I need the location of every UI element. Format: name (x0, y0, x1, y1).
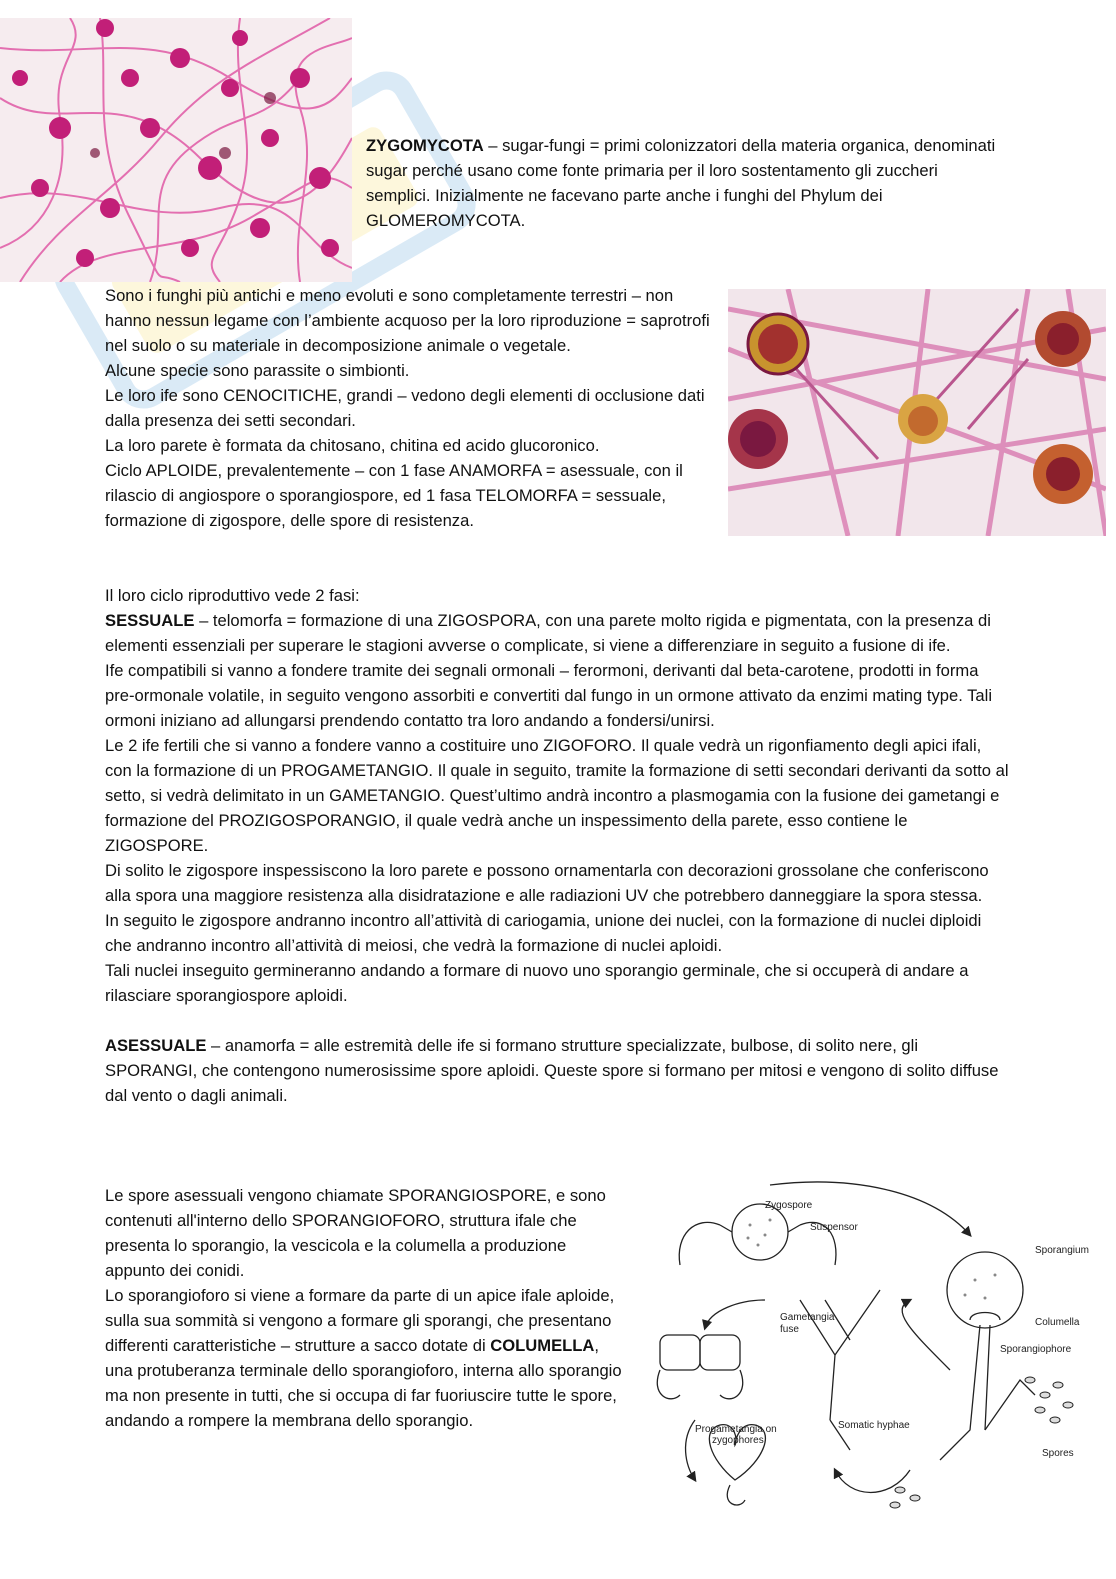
label-gametangia: Gametangia (780, 1312, 835, 1323)
life-cycle-diagram (650, 1180, 1095, 1535)
sexual-text: – telomorfa = formazione di una ZIGOSPORA, con una parete molto rigida e pigmentata, con la presenza di elementi essenziali per superare le stagioni avverse o complicate, si viene a differenziare in seguito a fusione di ife. (105, 611, 991, 655)
char-paragraph: Ciclo APLOIDE, prevalentemente – con 1 fase ANAMORFA = asessuale, con il rilascio di angiospore o sporangiospore, ed 1 fasa TELOMORFA = sessuale, formazione di zigospore, delle spore di resistenza. (105, 461, 683, 530)
char-paragraph: Sono i funghi più antichi e meno evoluti e sono completamente terrestri – non hanno nessun legame con l’ambiente acquoso per la loro riproduzione = saprotrofi nel suolo o su materiale in decomposizione animale o vegetale. (105, 286, 710, 355)
char-paragraph: Le loro ife sono CENOCITICHE, grandi – vedono degli elementi di occlusione dati dalla presenza dei setti secondari. (105, 386, 705, 430)
cycle-paragraph: Le 2 ife fertili che si vanno a fondere vanno a costituire uno ZIGOFORO. Il quale vedrà un rigonfiamento degli apici ifali, con la formazione di un PROGAMETANGIO. Il quale in seguito, tramite la formazione di setti secondari derivanti da sotto al setto, si vedrà delimitato in un GAMETANGIO. Quest’ultimo andrà incontro a plasmogamia con la fusione dei gametangi e formazione del PROZIGOSPORANGIO, il quale vedrà anche un inspessimento della parete, esso contiene le ZIGOSPORE. (105, 736, 1009, 855)
columella-term: COLUMELLA (490, 1336, 595, 1355)
cycle-paragraph: In seguito le zigospore andranno incontro all’attività di cariogamia, unione dei nuclei, con la formazione di nuclei diploidi che andranno incontro all’attività di meiosi, che vedrà la formazione di nuclei aploidi. (105, 911, 982, 955)
cycle-intro: Il loro ciclo riproduttivo vede 2 fasi: (105, 586, 360, 605)
asexual-text: – anamorfa = alle estremità delle ife si formano strutture specializzate, bulbose, di solito nere, gli SPORANGI, che contengono numerosissime spore aploidi. Queste spore si formano per mitosi e vengono di solito diffuse dal vento o dagli animali. (105, 1036, 999, 1105)
label-somatic-hyphae: Somatic hyphae (838, 1420, 910, 1431)
asexual-p3-end: , una protuberanza terminale dello sporangioforo, interna allo sporangio ma non presente in tutti, che si occupa di far fuoriuscire tutte le spore, andando a rompere la membrana dello sporangio. (105, 1336, 622, 1430)
asexual-section (105, 1183, 630, 1433)
label-zygospore: Zygospore (765, 1200, 813, 1211)
sexual-term: SESSUALE (105, 611, 195, 630)
asexual-term: ASESSUALE (105, 1036, 207, 1055)
label-progametangia: Progametangia on (695, 1424, 777, 1435)
label-sporangiophore: Sporangiophore (1000, 1344, 1072, 1355)
cycle-paragraph: Di solito le zigospore inspessiscono la loro parete e possono ornamentarla con decorazioni grossolane che conferiscono alla spora una maggiore resistenza alla disidratazione e alle radiazioni UV che potrebbero danneggiare la spora stessa. (105, 861, 989, 905)
label-suspensor: Suspensor (810, 1222, 858, 1233)
label-spores: Spores (1042, 1448, 1074, 1459)
char-paragraph: Alcune specie sono parassite o simbionti. (105, 361, 410, 380)
cycle-paragraph: Tali nuclei inseguito germineranno andando a formare di nuovo uno sporangio germinale, che si occuperà di andare a rilasciare sporangiospore aploidi. (105, 961, 969, 1005)
label-zygophores: zygophores (712, 1435, 764, 1446)
label-sporangium: Sporangium (1035, 1245, 1089, 1256)
intro-paragraph (366, 133, 1006, 233)
asexual-paragraph: Le spore asessuali vengono chiamate SPORANGIOSPORE, e sono contenuti all'interno dello SPORANGIOFORO, struttura ifale che presenta lo sporangio, la vescicola e la columella a produzione appunto dei conidi. (105, 1186, 606, 1280)
cycle-section (105, 583, 1010, 1108)
zygomycota-micrograph (0, 18, 352, 282)
intro-text: – sugar-fungi = primi colonizzatori della materia organica, denominati sugar perché usano come fonte primaria per il loro sostentamento gli zuccheri semplici. Inizialmente ne facevano parte anche i funghi del Phylum dei GLOMEROMYCOTA. (366, 136, 996, 230)
sporangia-micrograph (728, 289, 1106, 536)
label-fuse: fuse (780, 1324, 799, 1335)
cycle-paragraph: Ife compatibili si vanno a fondere tramite dei segnali ormonali – ferormoni, derivanti dal beta-carotene, prodotti in forma pre-ormonale volatile, in seguito vengono assorbiti e convertiti dal fungo in un ormone attivato da enzimi mating type. Tali ormoni iniziano ad allungarsi prendendo contatto tra loro andando a fondersi/unirsi. (105, 661, 993, 730)
asexual-p3-start: Lo sporangioforo si viene a formare da parte di un apice ifale aploide, sulla sua sommità si vengono a formare gli sporangi, che presentano differenti caratteristiche – strutture a sacco dotate di (105, 1286, 615, 1355)
zygomycota-term: ZYGOMYCOTA (366, 136, 484, 155)
label-columella: Columella (1035, 1317, 1080, 1328)
characteristics-block (105, 283, 717, 533)
char-paragraph: La loro parete è formata da chitosano, chitina ed acido glucoronico. (105, 436, 600, 455)
